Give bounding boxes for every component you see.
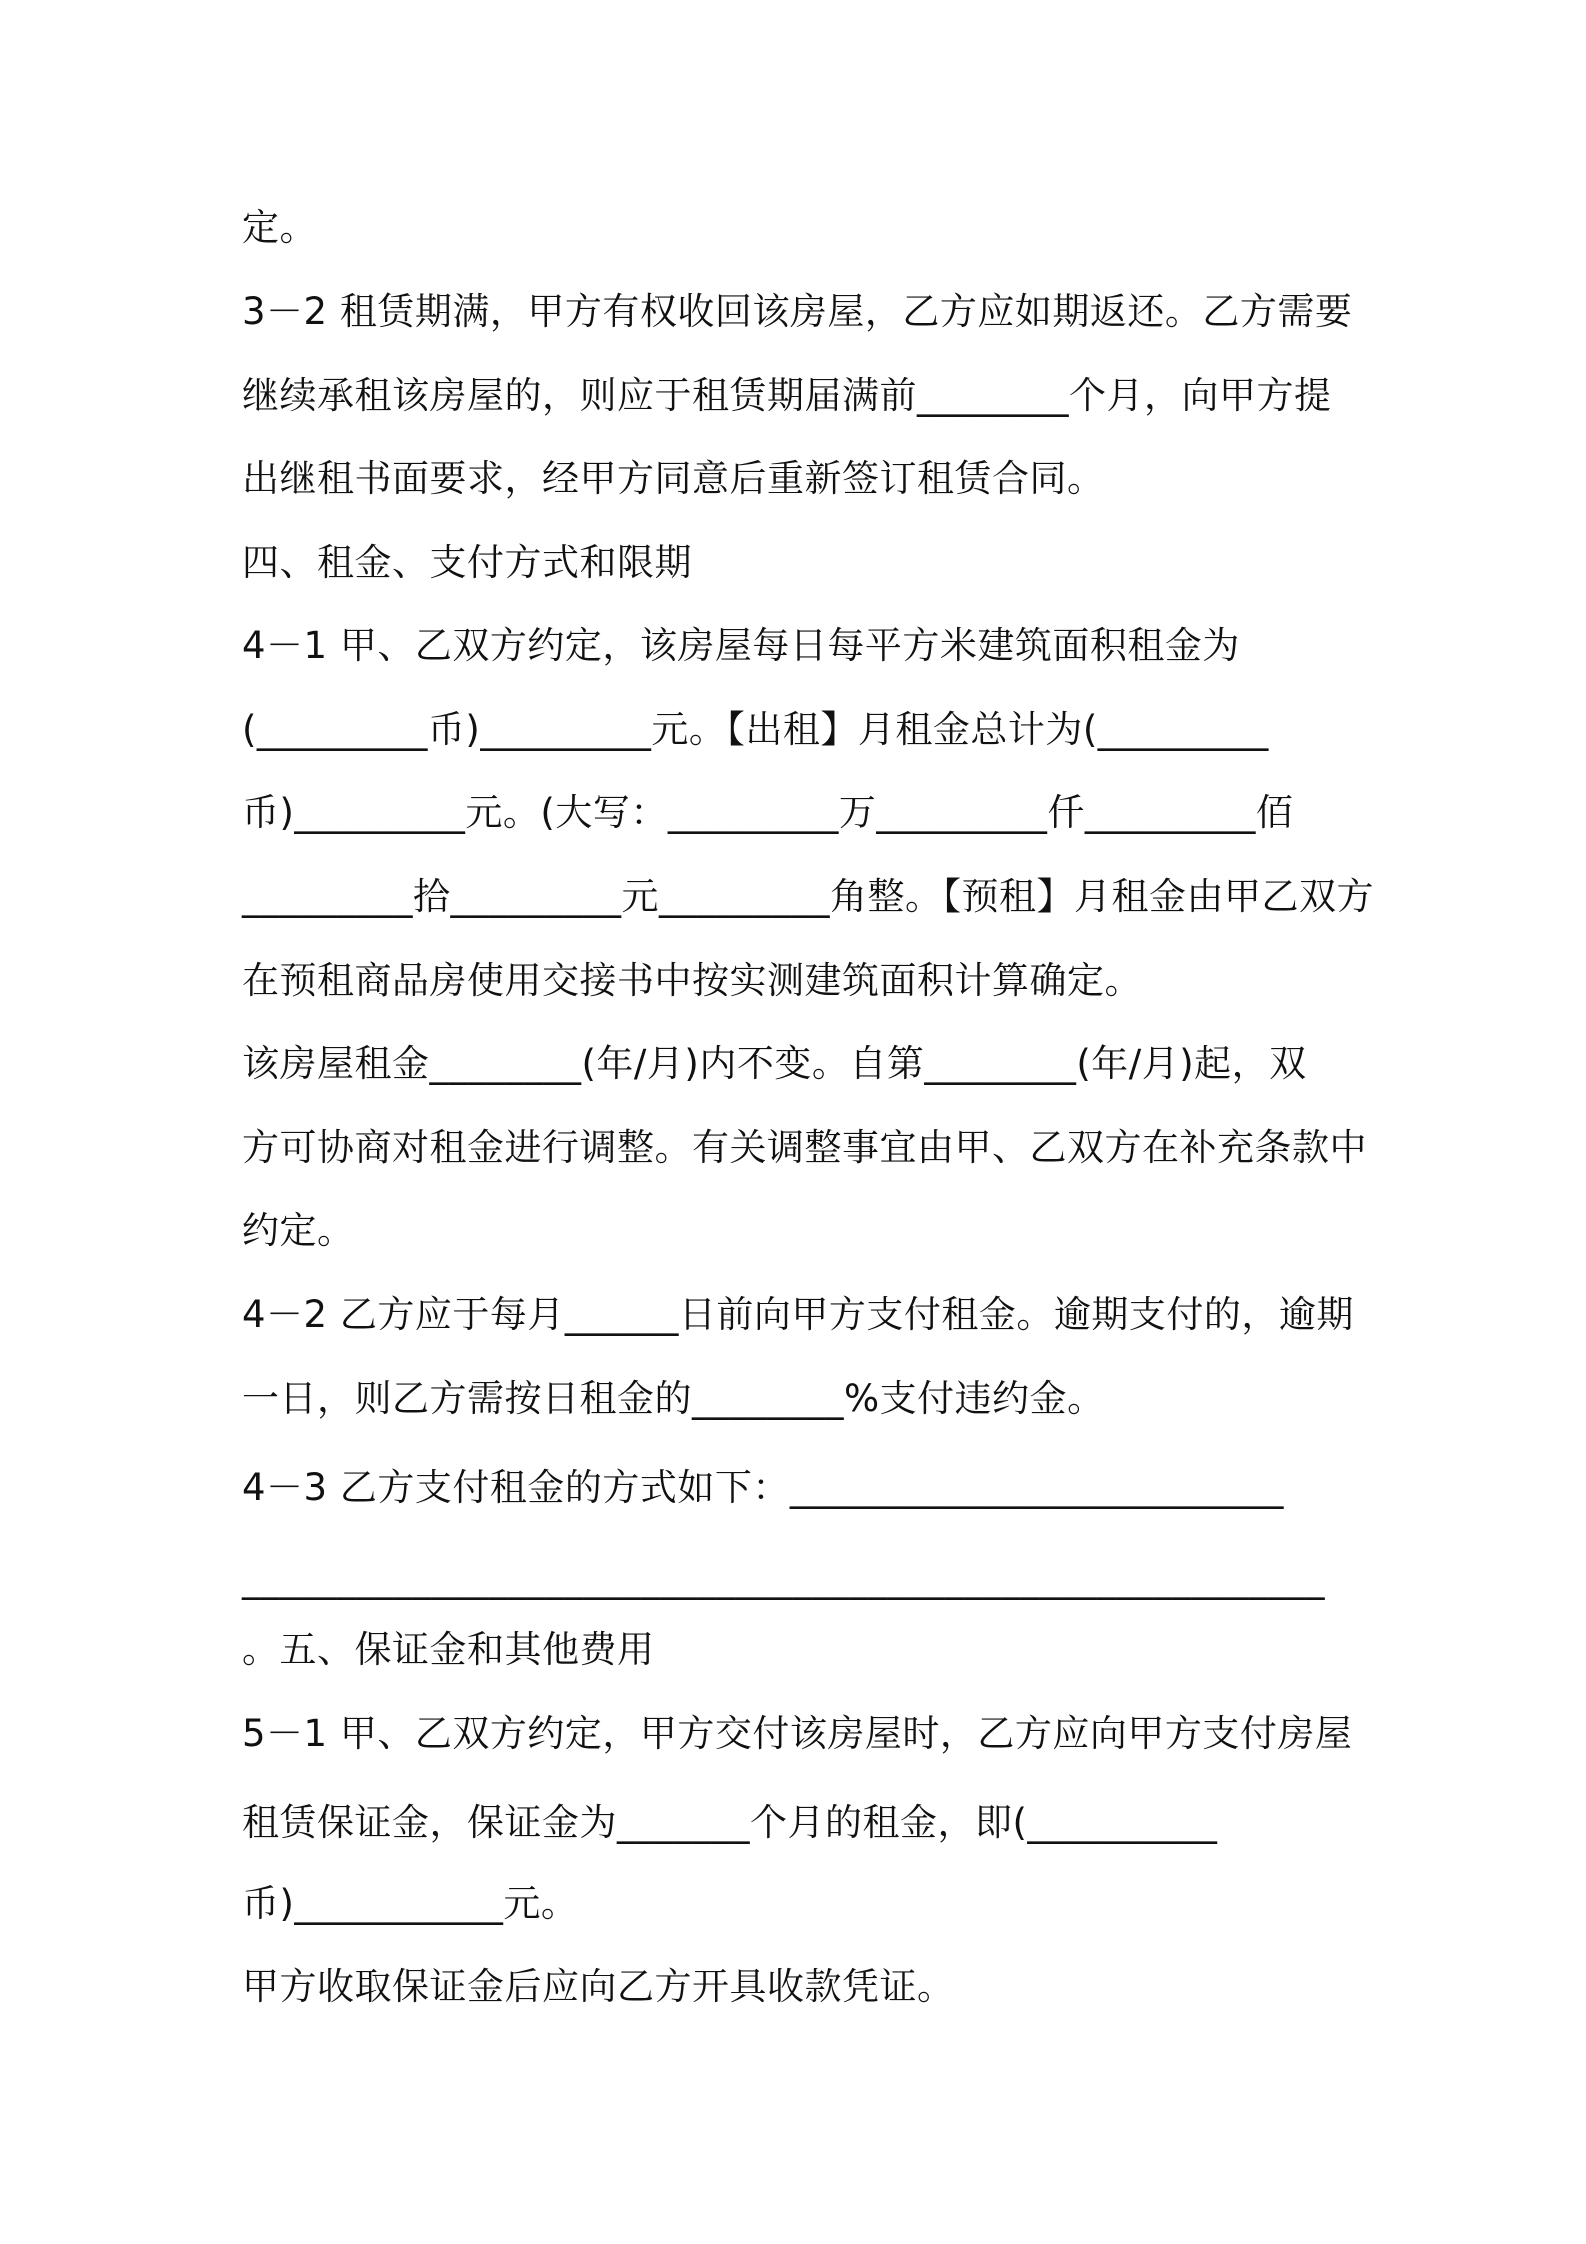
text-line: _________拾_________元_________角整。【预租】月租金由甲乙双方 <box>242 875 1374 918</box>
text-line: 继续承租该房屋的，则应于租赁期届满前________个月，向甲方提 <box>242 374 1332 417</box>
text-line: 币)_________元。(大写：_________万_________仟_________佰 <box>242 791 1294 834</box>
text-line: (_________币)_________元。【出租】月租金总计为(_________ <box>242 708 1269 751</box>
text-line: 方可协商对租金进行调整。有关调整事宜由甲、乙双方在补充条款中 <box>242 1126 1367 1169</box>
blank-line: _________________________________________________________ <box>242 1557 1325 1600</box>
clause-4-3: 4－3 乙方支付租金的方式如下：__________________________ <box>242 1466 1284 1509</box>
text-line: 定。 <box>242 206 317 249</box>
text-line: 一日，则乙方需按日租金的________%支付违约金。 <box>242 1377 1105 1420</box>
clause-3-2: 3－2 租赁期满，甲方有权收回该房屋，乙方应如期返还。乙方需要 <box>242 290 1353 333</box>
text-line: 租赁保证金，保证金为_______个月的租金，即(__________ <box>242 1801 1218 1844</box>
text-line: 约定。 <box>242 1209 355 1252</box>
text-line: 币)___________元。 <box>242 1882 579 1925</box>
clause-5-1: 5－1 甲、乙双方约定，甲方交付该房屋时，乙方应向甲方支付房屋 <box>242 1712 1353 1755</box>
clause-4-1: 4－1 甲、乙双方约定，该房屋每日每平方米建筑面积租金为 <box>242 624 1240 667</box>
text-line: 出继租书面要求，经甲方同意后重新签订租赁合同。 <box>242 457 1105 500</box>
section-heading-4: 四、租金、支付方式和限期 <box>242 541 692 584</box>
text-line: 甲方收取保证金后应向乙方开具收款凭证。 <box>242 1965 955 2008</box>
clause-4-2: 4－2 乙方应于每月______日前向甲方支付租金。逾期支付的，逾期 <box>242 1293 1354 1336</box>
section-heading-5: 。五、保证金和其他费用 <box>242 1628 655 1671</box>
text-line: 在预租商品房使用交接书中按实测建筑面积计算确定。 <box>242 959 1142 1002</box>
text-line: 该房屋租金________(年/月)内不变。自第________(年/月)起，双 <box>242 1042 1307 1085</box>
